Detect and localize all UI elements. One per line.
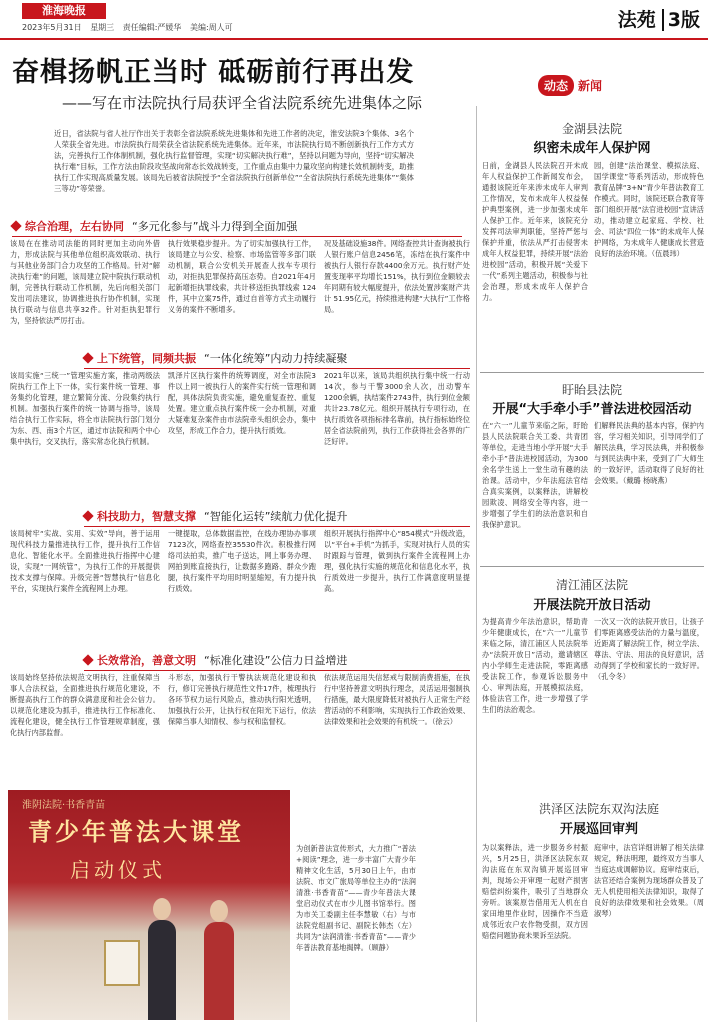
issue-editor: 责任编辑:严媛华 xyxy=(122,23,182,32)
diamond-bullet-icon xyxy=(10,220,21,231)
section-1-col-1: 该局在在推动司法能的同时更加主动向外借力，形成法院与其他单位组织高效联动、执行与其他业务部门合力攻坚的工作格局。针对“解决执行难”的问题，该局建立院中院执行联动机制，完善执行联动工作机制，先后向相关部门发出司法建议，协调推进执行协作机制，实现执行联动与信息共享32件。针对拒执犯罪行为，坚持依法严厉打击。 xyxy=(10,239,160,325)
news-photo xyxy=(8,790,290,1020)
page-number: 3版 xyxy=(667,9,700,31)
story-1-court: 金湖县法院 xyxy=(561,122,622,136)
section-1-col-3: 况及基础设施38件。网络查控共计查询被执行人银行账户信息2456笔，冻结在执行案件中被执行人银行存款4400余万元。执行财产处置变现率平均增长151%，执行到位金额较去年同期有较大幅度提升，依法处置涉案财产共计 51.95亿元，持续推进构建“大执行”工作格局。 xyxy=(324,239,470,314)
main-subheadline: ——写在市法院执行局获评全省法院系统先进集体之际 xyxy=(62,94,423,112)
section-rule xyxy=(12,236,462,237)
diamond-bullet-icon xyxy=(82,352,93,363)
story-2-col-2: 们解释民法典的基本内容，保护内容，学习相关知识，引导同学们了解民法典，学习民法典，并积极参与到民法典中来，受到了广大师生的一致好评，活动取得了良好的社会效果。（戴璐 杨晓燕） xyxy=(594,421,704,485)
section-heading-1 xyxy=(12,218,462,234)
story-1-col-2: 园，创建“法治课堂、模拟法庭、国学课堂”等系列活动，形成特色教育品牌“3+N”青少年普法教育工作模式。同时，该院还联合教育等部门组织开展“法官进校园”宣讲活动，推动建立起家庭、学校、社会、司法“四位一体”的未成年人保护网络，为未成年人健康成长营造良好的法治环境。（伍晨玮） xyxy=(594,161,704,258)
story-3-court: 清江浦区法院 xyxy=(555,578,628,592)
masthead xyxy=(0,0,708,40)
story-separator xyxy=(480,566,704,567)
section-heading-3 xyxy=(84,508,470,524)
photo-banner-top: 淮阴法院·书香青苗 xyxy=(22,800,106,811)
story-1-title: 织密未成年人保护网 xyxy=(533,141,651,156)
section-3-col-2: 一键提取，总体数据监控，在线办理协办事项7123次，网络查控35530件次。积极推行网络司法拍卖，推广电子送达，网上事务办理、网拍到账直接执行，让数据多跑路、群众少跑腿，执行案件平均用时明显缩短，有力提升执行质效。 xyxy=(168,529,316,593)
section-3-col-1: 该局树牢“实战、实用、实效”导向，善于运用现代科技力量推进执行工作，提升执行工作信息化、智能化水平。全面推进执行指挥中心建设，实现“一网统管”，为执行工作的开展提供技术支撑与保障。升级完善“智慧执行”信息化平台，实现执行案件全流程网上办理。 xyxy=(10,529,160,593)
section-4-col-2: 斗形态，加强执行干警执法规范化建设和执行，修订完善执行规范性文件17件，梳理执行各环节权力运行风险点，推动执行阳光透明，加强执行公开，让执行权在阳光下运行，依法保障当事人知情权、参与权和监督权。 xyxy=(168,673,316,726)
section-1-col-2: 执行效果稳步提升。为了切实加强执行工作，该局建立与公安、检察、市场监管等多部门联动机制，联合公安机关开展查人找车专项行动，对拒执犯罪保持高压态势。自2021年4月起新增拒执罪线索，共计移送拒执罪线索 124件，其中立案75件，通过自首等方式主动履行义务的案件不断增多。 xyxy=(168,239,316,314)
section-heading-2 xyxy=(84,350,470,366)
lead-intro: 近日，省法院与省人社厅作出关于表彰全省法院系统先进集体和先进工作者的决定，淮安法院3个集体、3名个人荣获全省先进。市法院执行局荣获全省法院系统先进集体。近年来，市法院执行局不断创新执行工作方式方法，完善执行工作体制机制，强化执行监督管理，实现“切实解决执行难”，坚持以问题为导向，坚持“切实解决执行难”目标，工作方法由阶段攻坚战向常态长效战转变，工作重点由集中力量攻坚向构建长效机制转变，助推执行工作实现高质量发展。该局先后被省法院授予“全省法院执行创新单位”“全省法院执行系统先进集体”“集体三等功”等荣誉。 xyxy=(54,129,414,193)
section-2-col-1: 该局实施“三统一”管理实施方案，推动两级法院执行工作上下一体，实行案件统一管理、事务集约化管理，建立繁简分流、分段集约执行机制。加强执行案件的统一协调与指导，该局结合执行工作实际，将全市法院执行部门划分为东、西、南3个片区，通过市法院和两个中心集中执行，交叉执行，落实常态化执行机制。 xyxy=(10,371,160,446)
news-column-badge xyxy=(538,74,602,96)
story-2-col-1: 在“六一”儿童节来临之际，盱眙县人民法院联合关工委、共青团等单位，走进当地小学开展“大手牵小手”普法进校园活动，为300余名学生送上一堂生动有趣的法治课。活动中，少年法庭法官结合真实案例，以案释法，讲解校园欺凌、网络安全等内容，进一步增强了学生们的法治意识和自我保护意识。 xyxy=(482,421,588,529)
section-3-col-3: 组织开展执行指挥中心“854模式”升级改造，以“平台+手机”为抓手，实现对执行人员的实时跟踪与管理，做到执行案件全流程网上办理，强化执行实施的规范化和信息化水平，执行质效进一步提升，执行工作满意度明显提高。 xyxy=(324,529,470,593)
story-2-title: 开展“大手牵小手”普法进校园活动 xyxy=(492,402,692,417)
section-keyword: 上下统管，同频共振 xyxy=(97,352,196,365)
story-4-col-2: 庭审中，法官详细讲解了相关法律规定，释法明理，最终双方当事人当庭达成调解协议。庭审结束后，法官还结合案例为现场群众普及了无人机使用相关法律知识，取得了良好的法律效果和社会效果。（周淑琴） xyxy=(594,843,704,918)
section-4-col-1: 该局始终坚持依法规范文明执行，注重保障当事人合法权益，全面推进执行规范化建设，不断提高执行工作的群众满意度和社会公信力。以规范化建设为抓手，推进执行工作标准化、流程化建设，健全执行工作管理规章制度，强化执行内部监督。 xyxy=(10,673,160,737)
story-4-title: 开展巡回审判 xyxy=(559,822,638,837)
photo-banner-subtitle: 启动仪式 xyxy=(70,858,166,882)
issue-meta xyxy=(22,22,239,33)
story-3-title: 开展法院开放日活动 xyxy=(533,598,651,613)
issue-date: 2023年5月31日 xyxy=(22,23,82,32)
story-2-court: 盱眙县法院 xyxy=(561,383,622,397)
section-keyword: 综合治理，左右协同 xyxy=(25,220,124,233)
section-2-col-2: 凯泽片区执行案件的统筹调度，对全市法院3件以上同一被执行人的案件实行统一管理和调配，具体法院负责实施，避免重复查控、重复处置。建立重点执行案件统一会办机制，对重大疑难复杂案件由市法院牵头组织会办，集中攻坚，形成工作合力，提升执行质效。 xyxy=(168,371,316,435)
section-keyword: 长效常治，善意文明 xyxy=(97,654,196,667)
photo-caption: 为创新普法宣传形式，大力推广“普法+阅读”理念，进一步丰富广大青少年精神文化生活，5月30日上午，由市法院、市文广旅局等单位主办的“法润清淮·书香青苗”——青少年普法大课堂启动仪式在市少儿图书馆举行。图为市关工委副主任李慧敏（右）与市法院党组副书记、副院长韩杰（左）共同为“法润清淮·书香青苗”——青少年普法教育基地揭牌。（顾静） xyxy=(296,844,416,952)
section-heading-4 xyxy=(84,652,470,668)
photo-person-right-head xyxy=(210,900,228,922)
column-divider xyxy=(476,106,477,1022)
story-3-col-2: 一次又一次的法院开放日，让孩子们零距离感受法治的力量与温度，近距离了解法院工作，树立学法、尊法、守法、用法的良好意识，活动得到了学校和家长的一致好评。（孔令冬） xyxy=(594,617,704,681)
section-quote: “多元化参与”战斗力得到全面加强 xyxy=(132,220,298,233)
diamond-bullet-icon xyxy=(82,654,93,665)
main-headline: 奋楫扬帆正当时 砥砺前行再出发 xyxy=(12,57,415,88)
photo-person-left-head xyxy=(153,898,171,920)
section-quote: “一体化统筹”内动力持续凝聚 xyxy=(204,352,348,365)
story-separator xyxy=(480,372,704,373)
photo-plaque xyxy=(104,940,140,986)
photo-person-right xyxy=(204,922,234,1020)
diamond-bullet-icon xyxy=(82,510,93,521)
newspaper-logo: 淮海晚报 xyxy=(22,3,106,19)
section-quote: “标准化建设”公信力日益增进 xyxy=(204,654,348,667)
section-quote: “智能化运转”续航力优化提升 xyxy=(204,510,348,523)
story-1-col-1: 日前，金湖县人民法院召开未成年人权益保护工作新闻发布会，通报该院近年来涉未成年人审判工作情况，发布未成年人权益保护典型案例，进一步加强未成年人保护工作。近年来，该院充分发挥司法审判职能，坚持严惩与保护并重，依法从严打击侵害未成年人权益犯罪，持续开展“法治进校园”活动，积极开展“关爱下一代”系列主题活动，积极参与社会治理，形成未成年人保护合力。 xyxy=(482,161,588,302)
badge-rest: 新闻 xyxy=(578,78,603,93)
section-name: 法苑 xyxy=(618,9,664,31)
story-4-col-1: 为以案释法，进一步服务乡村振兴，5月25日，洪泽区法院东双沟法庭在东双沟镇开展巡回审判，现场公开审理一起财产损害赔偿纠纷案件，吸引了当地群众旁听。该案原告借用无人机在自家田地里作业时，因操作不当造成邻近农户农作物受损，双方因赔偿问题协商未果诉至法院。 xyxy=(482,843,588,940)
section-rule xyxy=(84,368,470,369)
issue-designer: 美编:周人可 xyxy=(189,23,233,32)
section-tag xyxy=(618,4,700,36)
section-4-col-3: 依法规范运用失信惩戒与限制消费措施，在执行中坚持善意文明执行理念，灵活运用强制执行措施，最大限度降低对被执行人正常生产经营活动的不利影响，实现执行工作政治效果、法律效果和社会效果的有机统一。（徐云） xyxy=(324,673,470,726)
issue-weekday: 星期三 xyxy=(90,23,115,32)
story-4-court: 洪泽区法院东双沟法庭 xyxy=(538,802,659,816)
section-keyword: 科技助力，智慧支撑 xyxy=(97,510,196,523)
section-rule xyxy=(84,526,470,527)
badge-pill: 动态 xyxy=(538,75,574,96)
photo-banner-title: 青少年普法大课堂 xyxy=(28,818,244,846)
photo-person-left xyxy=(148,920,176,1020)
section-rule xyxy=(84,670,470,671)
story-3-col-1: 为提高青少年法治意识，帮助青少年健康成长，在“六一”儿童节来临之际，清江浦区人民法院举办“法院开放日”活动，邀请辖区内小学师生走进法院，零距离感受法院工作，参观诉讼服务中心、审判法庭，开展模拟法庭，体验法官工作，进一步增强了学生们的法治观念。 xyxy=(482,617,588,714)
section-2-col-3: 2021年以来，该局共组织执行集中统一行动14次，参与干警3000余人次，出动警车1200余辆，执结案件2743件，执行到位金额共计23.78亿元。组织开展执行专项行动，在执行质效各项指标排名靠前，执行指标始终位居全省法院前列，执行工作获得社会各界的广泛好评。 xyxy=(324,371,470,446)
